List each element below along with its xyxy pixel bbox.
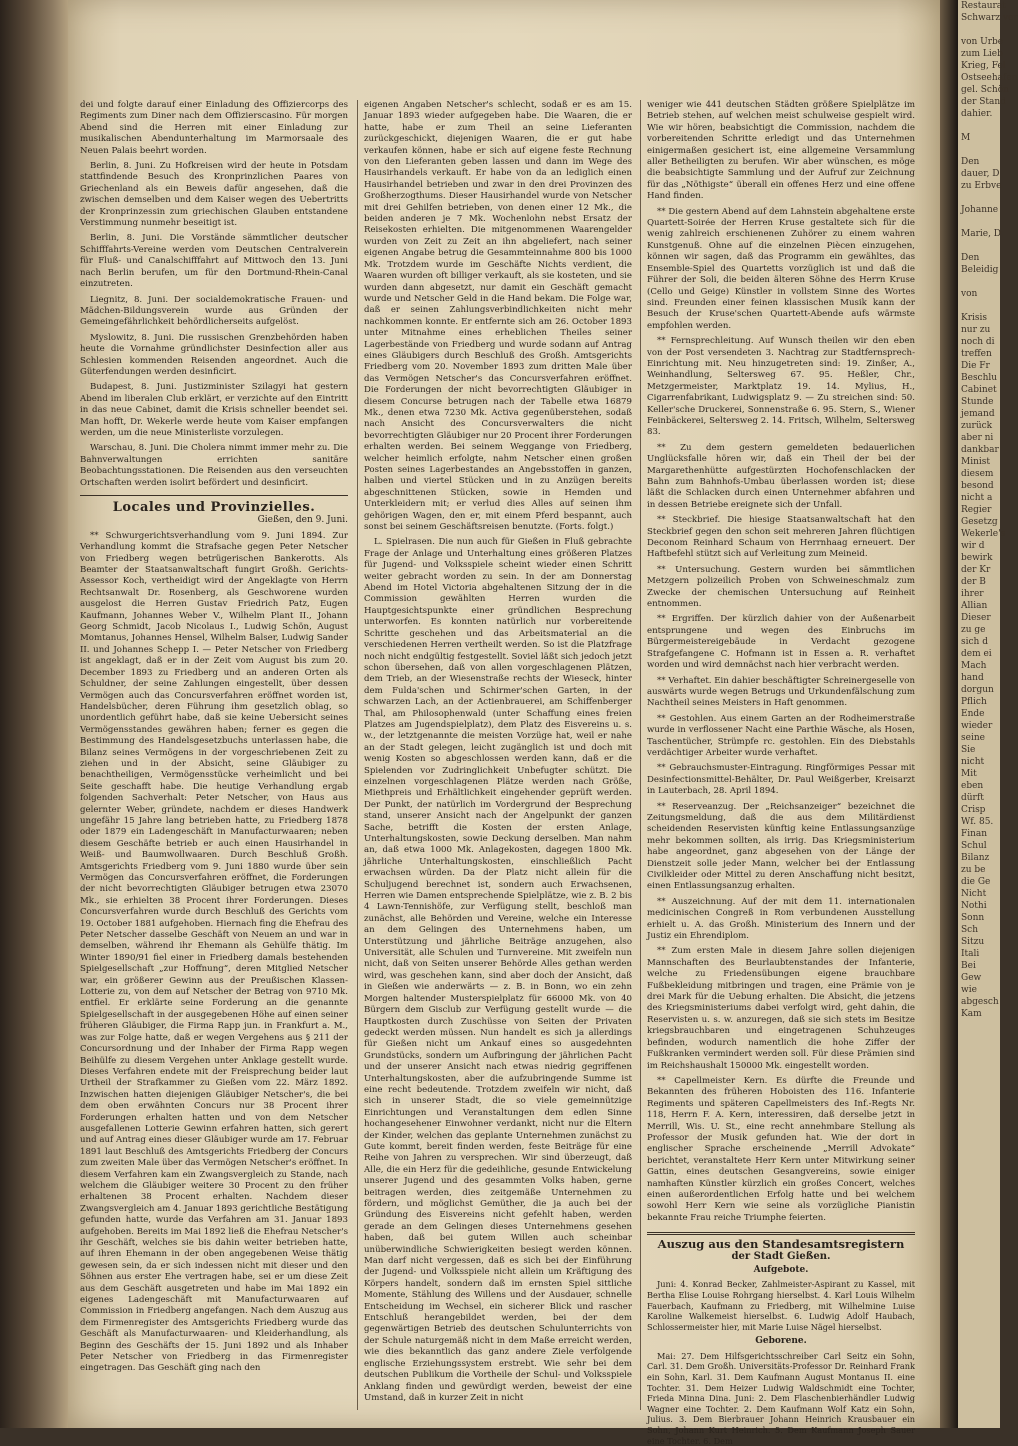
next-page-fragment-line bbox=[958, 120, 1000, 132]
next-page-fragment-line: hand bbox=[961, 673, 984, 683]
geborene-entries: Mai: 27. Dem Hilfsgerichtsschreiber Carl Seitz ein Sohn, Carl. 31. Dem Großh. Universitäts-Professor Dr. Reinhard Frank ein Sohn, Karl. 31. Dem Kaufmann August Montanus II. eine Tochter. 31. Dem Heizer Ludwig Waldschmidt eine Tochter, Frieda Minna Dina. Juni: 2. Dem Flaschenbierhändler Ludwig Wagner eine Tochter. 2. Dem Kaufmann Wolf Katz ein Sohn, Julius. 3. Dem Bierbrauer Johann Heinrich Krausbauer ein Sohn, Johann Kurt Heinrich. 5. Dem Kaufmann Joseph Sauer eine Tochter. 6. Dem bbox=[647, 1350, 915, 1446]
next-page-fragment-line: aber ni bbox=[961, 433, 994, 443]
next-page-fragment-line: noch di bbox=[961, 337, 995, 347]
next-page-fragment-line: Restaurat bbox=[961, 1, 1006, 11]
next-page-fragment-line: Bilanz bbox=[961, 853, 990, 863]
next-page-fragment-line: Krisis bbox=[961, 313, 988, 323]
next-page-fragment-line: Itali bbox=[961, 949, 980, 959]
next-page-fragment-line bbox=[958, 300, 1000, 312]
news-paragraph: L. Spielrasen. Die nun auch für Gießen in Fluß gebrachte Frage der Anlage und Unterhaltung eines größeren Platzes für Jugend- und Volksspiele scheint wieder einen Schritt weiter gebracht worden zu sein. In der am Donnerstag Abend im Hotel Victoria abgehaltenen Sitzung der in die Commission gewählten Herren wurden die Hauptgesichtspunkte einer gründlichen Besprechung unterworfen. Es konnten natürlich nur vorbereitende Schritte geschehen und das Arbeitsmaterial an die verschiedenen Herren vertheilt werden. So ist die Platzfrage noch nicht endgültig festgestellt. Soviel läßt sich jedoch jetzt schon übersehen, daß von allen vorgeschlagenen Plätzen, dem Trieb, an der Wiesenstraße rechts der Wieseck, hinter dem Fulda'schen und Schirmer'schen Garten, in der schwarzen Lach, an der Actienbrauerei, am Schiffenberger Thal, am Philosophenwald (unter Schaffung eines freien Platzes am Jugendspielplatz), dem Platz des Eisvereins u. s. w., der letztgenannte die meisten Vorzüge hat, weil er nahe an der Stadt gelegen, leicht zugänglich ist und doch mit wenig Kosten so abgeschlossen werden kann, daß er die Spielenden vor Zudringlichkeit Unbefugter schützt. Die einzelnen vorgeschlagenen Plätze werden nach Größe, Miethpreis und Erhältlichkeit eingehender geprüft werden. Der Punkt, der natürlich im Vordergrund der Besprechung stand, unserer Ansicht nach der Angelpunkt der ganzen Sache, betrifft die Kosten der ersten Anlage, Unterhaltungskosten, sowie Deckung derselben. Man nahm an, daß etwa 1000 Mk. Anlagekosten, dagegen 1800 Mk. jährliche Unterhaltungskosten, einschließlich Pacht erwachsen würden. Da der Platz nicht allein für die Schuljugend berechnet ist, sondern auch Erwachsenen, Herren wie Damen entsprechende Spielplätze, wie z. B. 2 bis 4 Lawn-Tennishöfe, zur Verfügung stellt, beschloß man zunächst, alle Behörden und Vereine, welche ein Interesse an dem Gelingen des Unternehmens haben, um Unterstützung und jährliche Beiträge anzugehen, also Universität, alle Schulen und Turnvereine. Mit zweifeln nun nicht, daß von Seiten unserer Behörde Alles gethan werden wird, was geschehen kann, sind aber doch der Ansicht, daß in Gießen wie anderwärts — z. B. in Bonn, wo ein zehn Morgen haltender Musterspielplatz für 66000 Mk. von 40 Bürgern dem Gisclub zur Verfügung gestellt wurde — die Hauptkosten durch Zuschüsse von Seiten der Privaten gedeckt werden müssen. Nun handelt es sich ja allerdings für Gießen nicht um Ankauf eines so ausgedehnten Grundstücks, sondern um Aufbringung der jährlichen Pacht und der unserer Ansicht nach etwas niedrig gegriffenen Unterhaltungskosten, aber die aufzubringende Summe ist eine recht bedeutende. Trotzdem zweifeln wir nicht, daß sich in unserer Stadt, die so viele gemeinnützige Einrichtungen und Veranstaltungen dem edlen Sinne hochangesehener Einwohner verdankt, nicht nur die Eltern der Kinder, welchen das geplante Unternehmen zunächst zu Gute kommt, bereit finden werden, feste Beiträge für eine Reihe von Jahren zu versprechen. Wir sind überzeugt, daß Alle, die ein Herz für die gedeihliche, gesunde Entwickelung unserer Jugend und des gesammten Volks haben, gerne beitragen werden, dies zeitgemäße Unternehmen zu fördern, und möglichst Gemüther, die ja auch bei der Gründung des Eisvereins nicht gefehlt haben, werden gerade an dem Gelingen dieses Unternehmens gesehen haben, daß bei gutem Willen auch scheinbar unüberwindliche Schwierigkeiten besiegt werden können. Man darf nicht vergessen, daß es sich bei der Einführung der Jugend- und Volksspiele nicht allein um Kräftigung des Körpers handelt, sondern daß im ernsten Spiel sittliche Momente, Stählung des Willens und der Ausdauer, schnelle Entscheidung im Wechsel, ein sicherer Blick und rascher Entschluß herangebildet werden, bei der dem gegenwärtigen Betrieb des deutschen Schulunterrichts von der Schule naturgemäß nicht in dem Maße erreicht werden, wie dies bekanntlich das ganz andere Ziele verfolgende englische Erziehungssystem erstrebt. Wie sehr bei dem deutschen Publikum die Vortheile der Schul- und Volksspiele Anklang finden und gewürdigt werden, beweist der eine Umstand, daß in kurzer Zeit in nicht bbox=[364, 537, 632, 1403]
next-page-fragment-line: Krieg, Fel bbox=[961, 61, 1006, 71]
news-paragraph: ** Steckbrief. Die hiesige Staatsanwaltschaft hat den Steckbrief gegen den schon seit mehreren Jahren flüchtigen Deconom Reinhard Schaum von Herrnhaag erneuert. Der Haftbefehl stützt sich auf Verleitung zum Meineid. bbox=[647, 515, 915, 560]
news-paragraph: weniger wie 441 deutschen Städten größere Spielplätze im Betrieb stehen, auf welchen meist schulweise gespielt wird. Wie wir hören, beabsichtigt die Commission, nachdem die vorbereitenden Schritte erledigt und das Unternehmen einigermaßen gesichert ist, eine allgemeine Versammlung aller Betheiligten zu berufen. Wir aber wünschen, es möge die beabsichtigte Sammlung und der Aufruf zur Zeichnung für das „Nöthigste“ überall ein offenes Herz und eine offene Hand finden. bbox=[647, 100, 915, 202]
next-page-fragment-line: Kam bbox=[961, 1009, 982, 1019]
next-page-fragment-line: der B bbox=[961, 577, 986, 587]
news-paragraph: ** Zum ersten Male in diesem Jahre sollen diejenigen Mannschaften des Beurlaubtenstandes der Infanterie, welche zu Friedensübungen eigene brauchbare Fußbekleidung mitbringen und tragen, eine Prämie von je drei Mark für die Uebung erhalten. Die Absicht, die jetzens des Kriegsministeriums dabei verfolgt wird, geht dahin, die Reservisten u. s. w. anzuregen, daß sie sich stets im Besitze kriegsbrauchbaren und eingetragenen Schuhzeuges befinden, wodurch namentlich die hohe Ziffer der Fußkranken vermindert werden soll. Für diese Prämien sind im Reichshaushalt 150000 Mk. eingestellt worden. bbox=[647, 946, 915, 1071]
column-2 bbox=[364, 100, 632, 1410]
section-title: Locales und Provinzielles. bbox=[112, 500, 316, 515]
next-page-fragment-line: Schul bbox=[961, 841, 987, 851]
next-page-fragment-line: Schwarz ver bbox=[961, 13, 1018, 23]
news-paragraph: ** Reserveanzug. Der „Reichsanzeiger“ bezeichnet die Zeitungsmeldung, daß die aus dem Militärdienst scheidenden Reservisten künftig keine Entlassungsanzüge mehr bekommen sollten, als irrig. Das Kriegsministerium habe angeordnet, ganz abgesehen von der Länge der Dienstzeit solle jeder Mann, welcher bei der Entlassung Civilkleider oder Mittel zu deren Anschaffung nicht besitzt, einen Entlassungsanzug erhalten. bbox=[647, 801, 915, 892]
court-report-paragraph: ** Schwurgerichtsverhandlung vom 9. Juni 1894. Zur Verhandlung kommt die Strafsache gegen Peter Netscher von Friedberg wegen betrügerischen Bankerotts. Als Beamter der Staatsanwaltschaft fungirt Großh. Gerichts-Assessor Koch, vertheidigt wird der Angeklagte von Herrn Rechtsanwalt Dr. Rosenberg, als Geschworene wurden ausgelost die Herren Gustav Friedrich Patz, Eugen Kaufmann, Johannes Weber V., Wilhelm Plant II., Johann Georg Schmidt, Jacob Nicolaus I., Ludwig Schön, August Momtanus, Johannes Hensel, Wilhelm Balser, Ludwig Sander II. und Johannes Schepp I. — Peter Netscher von Friedberg ist angeklagt, daß er in der Zeit vom August bis zum 20. December 1893 zu Friedberg und an anderen Orten als Schuldner, der seine Zahlungen eingestellt, über dessen Vermögen auch das Concursverfahren eröffnet worden ist, Handelsbücher, deren Führung ihm gesetzlich oblag, so unordentlich geführt habe, daß sie keine Uebersicht seines Vermögensstandes gewähren haben; ferner es gegen die Bestimmung des Handelsgesetzbuchs unterlassen habe, die Bilanz seines Vermögens in der vorgeschriebenen Zeit zu ziehen und in der Absicht, seine Gläubiger zu benachtheiligen, Vermögensstücke verheimlicht und bei Seite geschafft habe. Die heutige Verhandlung ergab folgenden Sachverhalt: Peter Netscher, von Haus aus gelernter Weber, gründete, nachdem er dieses Handwerk ungefähr 15 Jahre lang betrieben hatte, zu Friedberg 1878 oder 1879 ein Ladengeschäft in Manufacturwaaren; neben diesem Geschäfte betrieb er auch einen Hausirhandel in Weiß- und Baumwollwaaren. Durch Beschluß Großh. Amtsgerichts Friedberg vom 9. Juni 1880 wurde über sein Vermögen das Concursverfahren eröffnet, die Forderungen der nicht bevorrechtigten Gläubiger betrugen etwa 23070 Mk., sie erhielten 38 Procent ihrer Forderungen. Dieses Concursverfahren wurde durch Beschluß des Gerichts vom 19. October 1881 aufgehoben. Hiernach fing die Ehefrau des Peter Netscher dasselbe Geschäft von Neuem an und war in demselben, während ihr Ehemann als Gehülfe thätig. Im Winter 1890/91 fiel einer in Friedberg damals bestehenden Spielgesellschaft „zur Hoffnung“, deren Mitglied Netscher war, ein größerer Gewinn aus der Preußischen Klassen-Lotterie zu, von dem auf Netscher der Betrag von 9710 Mk. entfiel. Er erklärte seine Forderung an die genannte Spielgesellschaft in der ausgegebenen Höhe auf einen seiner früheren Gläubiger, die Firma Rapp jun. in Frankfurt a. M., was zur Folge hatte, daß er wegen Vergehens aus § 211 der Concursordnung und der Inhaber der Firma Rapp wegen Beihülfe zu diesem Vergehen unter Anklage gestellt wurde. Dieses Verfahren endete mit der Freisprechung beider laut Urtheil der Strafkammer zu Gießen vom 22. März 1892. Inzwischen hatten diejenigen Gläubiger Netscher's, die bei dem oben erwähnten Concurs nur 38 Procent ihrer Forderungen erhalten hatten und von dem Netscher ausgefallenen Lotterie Gewinn erfahren hatten, sich gerегt und auf Antrag eines dieser Gläubiger wurde am 17. Februar 1891 laut Beschluß des Amtsgerichts Friedberg der Concurs zum zweiten Male über das Vermögen Netscher's eröffnet. In diesem Verfahren kam ein Zwangsvergleich zu Stande, nach welchem die Gläubiger weitere 30 Procent zu den früher erhaltenen 38 Procent erhalten. Nachdem dieser Zwangsvergleich am 4. Januar 1893 gerichtliche Bestätigung gefunden hatte, wurde das Verfahren am 31. Januar 1893 aufgehoben. Bereits im Mai 1892 ließ die Ehefrau Netscher's ihr Geschäft, welches sie bis dahin weiter betrieben hatte, auf ihren Ehemann in der oben angegebenen Weise thätig gewesen sein, da er sich indessen nicht mit dieser und den Söhnen aus erster Ehe vertragen habe, sei er um diese Zeit aus dem Geschäft ausgetreten und habe im Mai 1892 ein eigenes Ladengeschäft mit Manufacturwaaren auf Commission in Friedberg angefangen. Nach dem Auszug aus dem Firmenregister des Amtsgerichts Friedberg wurde das Geschäft als Manufacturwaaren- und Kleiderhandlung, als Beginn des Geschäfts der 15. Juni 1892 und als Inhaber Peter Netscher von Friedberg in das Firmenregister eingetragen. Das Geschäft ging nach den bbox=[80, 530, 348, 1374]
next-page-fragment-line: besond bbox=[961, 481, 994, 491]
next-page-fragment-line: Pflich bbox=[961, 697, 987, 707]
next-page-fragment-line: Beschlu bbox=[961, 373, 998, 383]
next-page-fragment-line bbox=[958, 240, 1000, 252]
register-subtitle: der Stadt Gießen. bbox=[731, 1250, 831, 1262]
next-page-fragment-line: Den bbox=[961, 253, 980, 263]
news-paragraph: ** Gebrauchsmuster-Eintragung. Ringförmiges Pessar mit Desinfectionsmittel-Behälter, Dr. Paul Weißgerber, Kreisarzt in Lauterbach, 28. April 1894. bbox=[647, 763, 915, 797]
next-page-fragment-line: Minist bbox=[961, 457, 991, 467]
news-paragraph: Warschau, 8. Juni. Die Cholera nimmt immer mehr zu. Die Bahnverwaltungen errichten sanitäre Beobachtungsstationen. Die Reisenden aus den verseuchten Ortschaften werden isolirt befördert und desinficirt. bbox=[80, 443, 348, 488]
next-page-fragment-line: dorgun bbox=[961, 685, 994, 695]
next-page-fragment-line: von bbox=[961, 289, 978, 299]
next-page-fragment-line: M bbox=[961, 133, 971, 143]
geborene-heading: Geborene. bbox=[755, 1336, 807, 1347]
next-page-fragment-line: zu Erbve bbox=[961, 181, 1002, 191]
news-paragraph: ** Fernsprechleitung. Auf Wunsch theilen wir den eben von der Post versendeten 3. Nachtrag zur Stadtfernsprech-Einrichtung mit. Neu hinzugetreten sind: 19. Zinßer, A., Weinhandlung, Seltersweg 67. 95. Heßler, Chr., Metzgermeister, Marktplatz 19. 14. Mylius, H., Cigarrenfabrikant, Ludwigsplatz 9. — Zu streichen sind: 50. Keller'sche Druckerei, Sonnenstraße 6. 95. Stern, S., Wiener Feinbäckerei, Seltersweg 2. 14. Fritsch, Wilhelm, Seltersweg 83. bbox=[647, 336, 915, 438]
next-page-fragment-line: zu be bbox=[961, 865, 986, 875]
next-page-fragment-line: Sie bbox=[961, 745, 976, 755]
news-paragraph: ** Ergriffen. Der kürzlich dahier von der Außenarbeit entsprungene und wegen des Einbruchs im Bürgermeistereigebäude in Verdacht gezogene Strafgefangene C. Hofmann ist in Essen a. R. verhaftet worden und wird demnächst nach hier verbracht werden. bbox=[647, 614, 915, 671]
news-paragraph: ** Auszeichnung. Auf der mit dem 11. internationalen medicinischen Congreß in Rom verbundenen Ausstellung erhielt u. A. das Großh. Ministerium des Innern und der Justiz ein Ehrendiplom. bbox=[647, 896, 915, 942]
next-page-fragment-line: Bei bbox=[961, 961, 976, 971]
next-page-fragment-line: der Kr bbox=[961, 565, 991, 575]
next-page-fragment-line: jemand bbox=[961, 409, 995, 419]
next-page-fragment-line: wir d bbox=[961, 541, 985, 551]
next-page-fragment-line: von Urbe bbox=[961, 37, 1004, 47]
court-report-continuation: eigenen Angaben Netscher's schlecht, sodaß er es am 15. Januar 1893 wieder aufgegeben habe. Die Waaren, die er hatte, habe er zum Theil an seine Lieferanten zurückgeschickt, diejenigen Waaren, die er gut habe verkaufen können, habe er sich auf eigene feste Rechnung von den Lieferanten geben lassen und dann im Wege des Hausirhandels verkauft. Er habe von da an lediglich einen Hausirhandel betrieben und zwar in den drei Provinzen des Großherzogthums. Dieser Hausirhandel wurde von Netscher mit drei Gehilfen betrieben, von denen einer 12 Mk., die beiden anderen je 7 Mk. Wochenlohn nebst Ersatz der Reisekosten erhielten. Die mitgenommenen Waarengelder wurden von Zeit zu Zeit an ihn abgeliefert, nach seiner eigenen Angabe betrug die Gesammteinnahme 800 bis 1000 Mk. Trotzdem wurde im Geschäfte Nichts verdient, die Waaren wurden oft billiger verkauft, als sie kosteten, und sie wurden dann abgesetzt, nur damit ein Geschäft gemacht wurde und Netscher Geld in die Hand bekam. Die Folge war, daß er seinen Zahlungsverbindlichkeiten nicht mehr nachkommen konnte. Er entfernte sich am 26. October 1893 unter Mitnahme eines erheblichen Theiles seiner Lagerbestände von Friedberg und wurde sodann auf Antrag eines Gläubigers durch Beschluß des Großh. Amtsgerichts Friedberg vom 20. November 1893 zum dritten Male über das Vermögen Netscher's das Concursverfahren eröffnet. Die Forderungen der nicht bevorrechtigten Gläubiger in diesem Concurse betrugen nach der Tabelle etwa 16879 Mk., denen etwa 7230 Mk. Activa gegenüberstehen, sodaß nach Ansicht des Concursverwalters die nicht bevorrechtigten Gläubiger nur 20 Procent ihrer Forderungen erhalten werden. Bei seinem Weggange von Friedberg, welcher heimlich erfolgte, nahm Netscher einen großen Posten seines Lagerbestandes an Angebsstoffen in ganzen, halben und viertel Stücken und in zu Anzügen bereits abgeschnittenen Stücken, sowie in Hemden und Unterkleidern mit; er verlud dies Alles auf seinen ihm gehörigen Wagen, den er, mit einem Pferd bespannt, auch sonst bei seinem Geschäftsreisen benutzte. (Forts. folgt.) bbox=[364, 100, 632, 533]
next-page-fragment-line: Sonn bbox=[961, 913, 985, 923]
next-page-fragment-line: Regier bbox=[961, 505, 992, 515]
news-paragraph: ** Capellmeister Kern. Es dürfte die Freunde und Bekannten des früheren Hoboisten des 116. Infanterie Regiments und späteren Capellmeisters des Inf.-Regts Nr. 118, Herrn F. A. Kern, interessiren, daß derselbe jetzt in Merrill, Wis. U. St., eine recht annehmbare Stellung als Professor der Musik gefunden hat. Wie der dort in englischer Sprache erscheinende „Merrill Advokate“ berichtet, veranstaltete Herr Kern unter Mitwirkung seiner Gattin, eines deutschen Gesangvereins, sowie einiger namhaften Künstler kürzlich ein großes Concert, welches einen außerordentlichen Erfolg hatte und bei welchem sowohl Herr Kern wie seine als vorzügliche Pianistin bekannte Frau reiche Triumphe feierten. bbox=[647, 1075, 915, 1223]
next-page-fragment-line: Allian bbox=[961, 601, 988, 611]
next-page-fragment-line: gel. Schön bbox=[961, 85, 1009, 95]
news-paragraph: Myslowitz, 8. Juni. Die russischen Grenzbehörden haben heute die Vornahme gründlichster Desinfection aller aus Schlesien kommenden Reisenden angeordnet. Auch die Güterfendungen werden desinficirt. bbox=[80, 332, 348, 377]
register-title: Auszug aus den Standesamtsregistern bbox=[657, 1237, 905, 1252]
section-rule bbox=[647, 1232, 915, 1235]
next-page-fragment-line: Finan bbox=[961, 829, 988, 839]
news-paragraph: dei und folgte darauf einer Einladung des Offiziercorps des Regiments zum Diner nach dem Offizierscasino. Für morgen Abend sind die Herren mit einer Einladung zur musikalischen Abendunterhaltung im Marmorsaale des Neuen Palais beehrt worden. bbox=[80, 100, 348, 156]
next-page-fragment-line: Sitzu bbox=[961, 937, 985, 947]
next-page-fragment-line: Cabinet bbox=[961, 385, 997, 395]
next-page-fragment-line: Crisp bbox=[961, 805, 986, 815]
next-page-fragment-line: nicht bbox=[961, 757, 985, 767]
next-page-fragment-line: der Stand bbox=[961, 97, 1006, 107]
news-paragraph: ** Gestohlen. Aus einem Garten an der Rodheimerstraße wurde in verflossener Nacht eine Parthie Wäsche, als Hosen, Taschentücher, Strümpfe rc. gestohlen. Ein des Diebstahls verdächtiger Arbeiter wurde verhaftet. bbox=[647, 713, 915, 758]
news-paragraph: Berlin, 8. Juni. Zu Hofkreisen wird der heute in Potsdam stattfindende Besuch des Kronprinzlichen Paares von Griechenland als ein Beweis dafür angesehen, daß die zwischen demselben und dem Kaiser wegen des Uebertritts der Kronprinzessin zum griechischen Glauben entstandene Verstimmung nunmehr beseitigt ist. bbox=[80, 161, 348, 229]
news-paragraph: ** Zu dem gestern gemeldeten bedauerlichen Unglücksfalle hören wir, daß ein Theil der bei der Margarethenhütte aufgestürzten Hochofenschlacken der Bahn zum Bahnhofs-Umbau überlassen worden ist; diese läßt die Schlacken durch einen Unternehmer abfahren und in dessen Betriebe ereignete sich der Unfall. bbox=[647, 442, 915, 510]
page-gutter bbox=[940, 0, 958, 1428]
next-page-fragment-line: Nothi bbox=[961, 901, 987, 911]
next-page-fragment-line: Johanne bbox=[961, 205, 999, 215]
news-paragraph: Liegnitz, 8. Juni. Der socialdemokratische Frauen- und Mädchen-Bildungsverein wurde aus Gründen der Gemeingefährlichkeit behördlicherseits aufgelöst. bbox=[80, 294, 348, 328]
news-paragraph: ** Verhaftet. Ein dahier beschäftigter Schreinergeselle von auswärts wurde wegen Betrugs und Urkundenfälschung zum Nachtheil seines Meisters in Haft genommen. bbox=[647, 675, 915, 709]
aufgebote-entries: Juni: 4. Konrad Becker, Zahlmeister-Aspirant zu Kassel, mit Bertha Elise Louise Rohrgang hierselbst. 4. Karl Louis Wilhelm Fauerbach, Kaufmann zu Friedberg, mit Wilhelmine Luise Karoline Walkemeist hierselbst. 6. Ludwig Adolf Haubach, Schlossermeister hier, mit Marie Luise Nägel hierselbst. bbox=[647, 1279, 915, 1332]
next-page-fragment-line: Nicht bbox=[961, 889, 987, 899]
news-paragraph: ** Untersuchung. Gestern wurden bei sämmtlichen Metzgern polizeilich Proben von Schweineschmalz zum Zwecke der chemischen Untersuchung auf Reinheit entnommen. bbox=[647, 564, 915, 610]
next-page-fragment-line: bewirk bbox=[961, 553, 993, 563]
news-paragraph: ** Die gestern Abend auf dem Lahnstein abgehaltene erste Quartett-Soirée der Herren Kruse gestaltete sich für die wenig zahlreich erschienenen Zuhörer zu einem wahren Kunstgenuß. Ohne auf die einzelnen Piècen einzugehen, können wir sagen, daß das Programm ein gewähltes, das Ensemble-Spiel des Quartetts vorzüglich ist und daß die Führer der Soli, die beiden älteren Söhne des Herrn Kruse (Cello und Geige) Künstler in vollstem Sinne des Wortes sind. Freunden einer feinen klassischen Musik kann der Besuch der Kruse'schen Quartett-Abende aufs wärmste empfohlen werden. bbox=[647, 206, 915, 331]
next-page-fragment-line: Marie, D bbox=[961, 229, 1002, 239]
next-page-fragment-line: Sch bbox=[961, 925, 979, 935]
news-paragraph: Berlin, 8. Juni. Die Vorstände sämmtlicher deutscher Schifffahrts-Vereine werden vom Deutschen Centralverein für Fluß- und Canalschifffahrt auf Mittwoch den 13. Juni nach Berlin berufen, um für den Dortmund-Rhein-Canal einzutreten. bbox=[80, 233, 348, 290]
next-page-fragment-line: Dieser bbox=[961, 613, 991, 623]
next-page-fragment-line bbox=[958, 24, 1000, 36]
section-rule bbox=[80, 495, 348, 496]
next-page-fragment-line: dem ei bbox=[961, 649, 992, 659]
next-page-fragment-line: ihrer bbox=[961, 589, 984, 599]
next-page-fragment-line: zu ge bbox=[961, 625, 986, 635]
next-page-fragment-line: Stunde bbox=[961, 397, 994, 407]
next-page-fragment-line: seine bbox=[961, 733, 985, 743]
next-page-fragment-line: abgesch bbox=[961, 997, 999, 1007]
next-page-fragment-line: Die Fr bbox=[961, 361, 990, 371]
next-page-fragment-line: dauer, D bbox=[961, 169, 1000, 179]
next-page-fragment-line: dürft bbox=[961, 793, 984, 803]
next-page-fragment-line: diesem bbox=[961, 469, 994, 479]
register-list bbox=[647, 1265, 915, 1446]
column-divider bbox=[357, 100, 358, 1410]
next-page-fragment-line: Ende bbox=[961, 709, 985, 719]
next-page-fragment-line: dankbar bbox=[961, 445, 999, 455]
next-page-fragment-line: nur zu bbox=[961, 325, 991, 335]
column-divider bbox=[640, 100, 641, 1410]
next-page-fragment-line bbox=[958, 216, 1000, 228]
column-1 bbox=[80, 100, 348, 1410]
next-page-fragment-line: Beleidig bbox=[961, 265, 999, 275]
next-page-fragment-line: wieder bbox=[961, 721, 993, 731]
next-page-fragment-line bbox=[958, 276, 1000, 288]
next-page-fragment-line: eben bbox=[961, 781, 984, 791]
next-page-fragment-line: Mach bbox=[961, 661, 987, 671]
column-3 bbox=[647, 100, 915, 1446]
next-page-fragment-line: Wf. 85. bbox=[961, 817, 994, 827]
next-page-fragment-line: treffen bbox=[961, 349, 992, 359]
next-page-fragment-line bbox=[958, 144, 1000, 156]
book-spine bbox=[0, 0, 70, 1428]
next-page-fragment-line: zurück bbox=[961, 421, 993, 431]
next-page-fragment-line: Gesetzg bbox=[961, 517, 998, 527]
next-page-fragment-line: Den bbox=[961, 157, 980, 167]
news-paragraph: Budapest, 8. Juni. Justizminister Szilagyi hat gestern Abend im liberalen Club erklärt, er verzichte auf den Eintritt in das neue Cabinet, damit die Krisis schneller beendet sei. Man hofft, Dr. Wekerle werde heute vom Kaiser empfangen werden, um die neue Ministerliste vorzulegen. bbox=[80, 382, 348, 438]
next-page-fragment-line bbox=[958, 192, 1000, 204]
next-page-fragment-line: dahier. bbox=[961, 109, 993, 119]
next-page-fragment-line: nicht a bbox=[961, 493, 993, 503]
next-page-fragment-line: zum Lieb bbox=[961, 49, 1003, 59]
next-page-fragment-line: wie bbox=[961, 985, 977, 995]
next-page-edge bbox=[958, 0, 1018, 1428]
next-page-fragment-line: sich d bbox=[961, 637, 988, 647]
next-page-fragment-line: die Ge bbox=[961, 877, 991, 887]
next-page-fragment-line: Wekerle's bbox=[961, 529, 1006, 539]
next-page-fragment-line: Mit bbox=[961, 769, 977, 779]
next-page-fragment-line: Ostseehafen bbox=[961, 73, 1018, 83]
aufgebote-heading: Aufgebote. bbox=[753, 1265, 809, 1275]
dateline: Gießen, den 9. Juni. bbox=[257, 515, 348, 526]
next-page-fragment-line: Gew bbox=[961, 973, 982, 983]
